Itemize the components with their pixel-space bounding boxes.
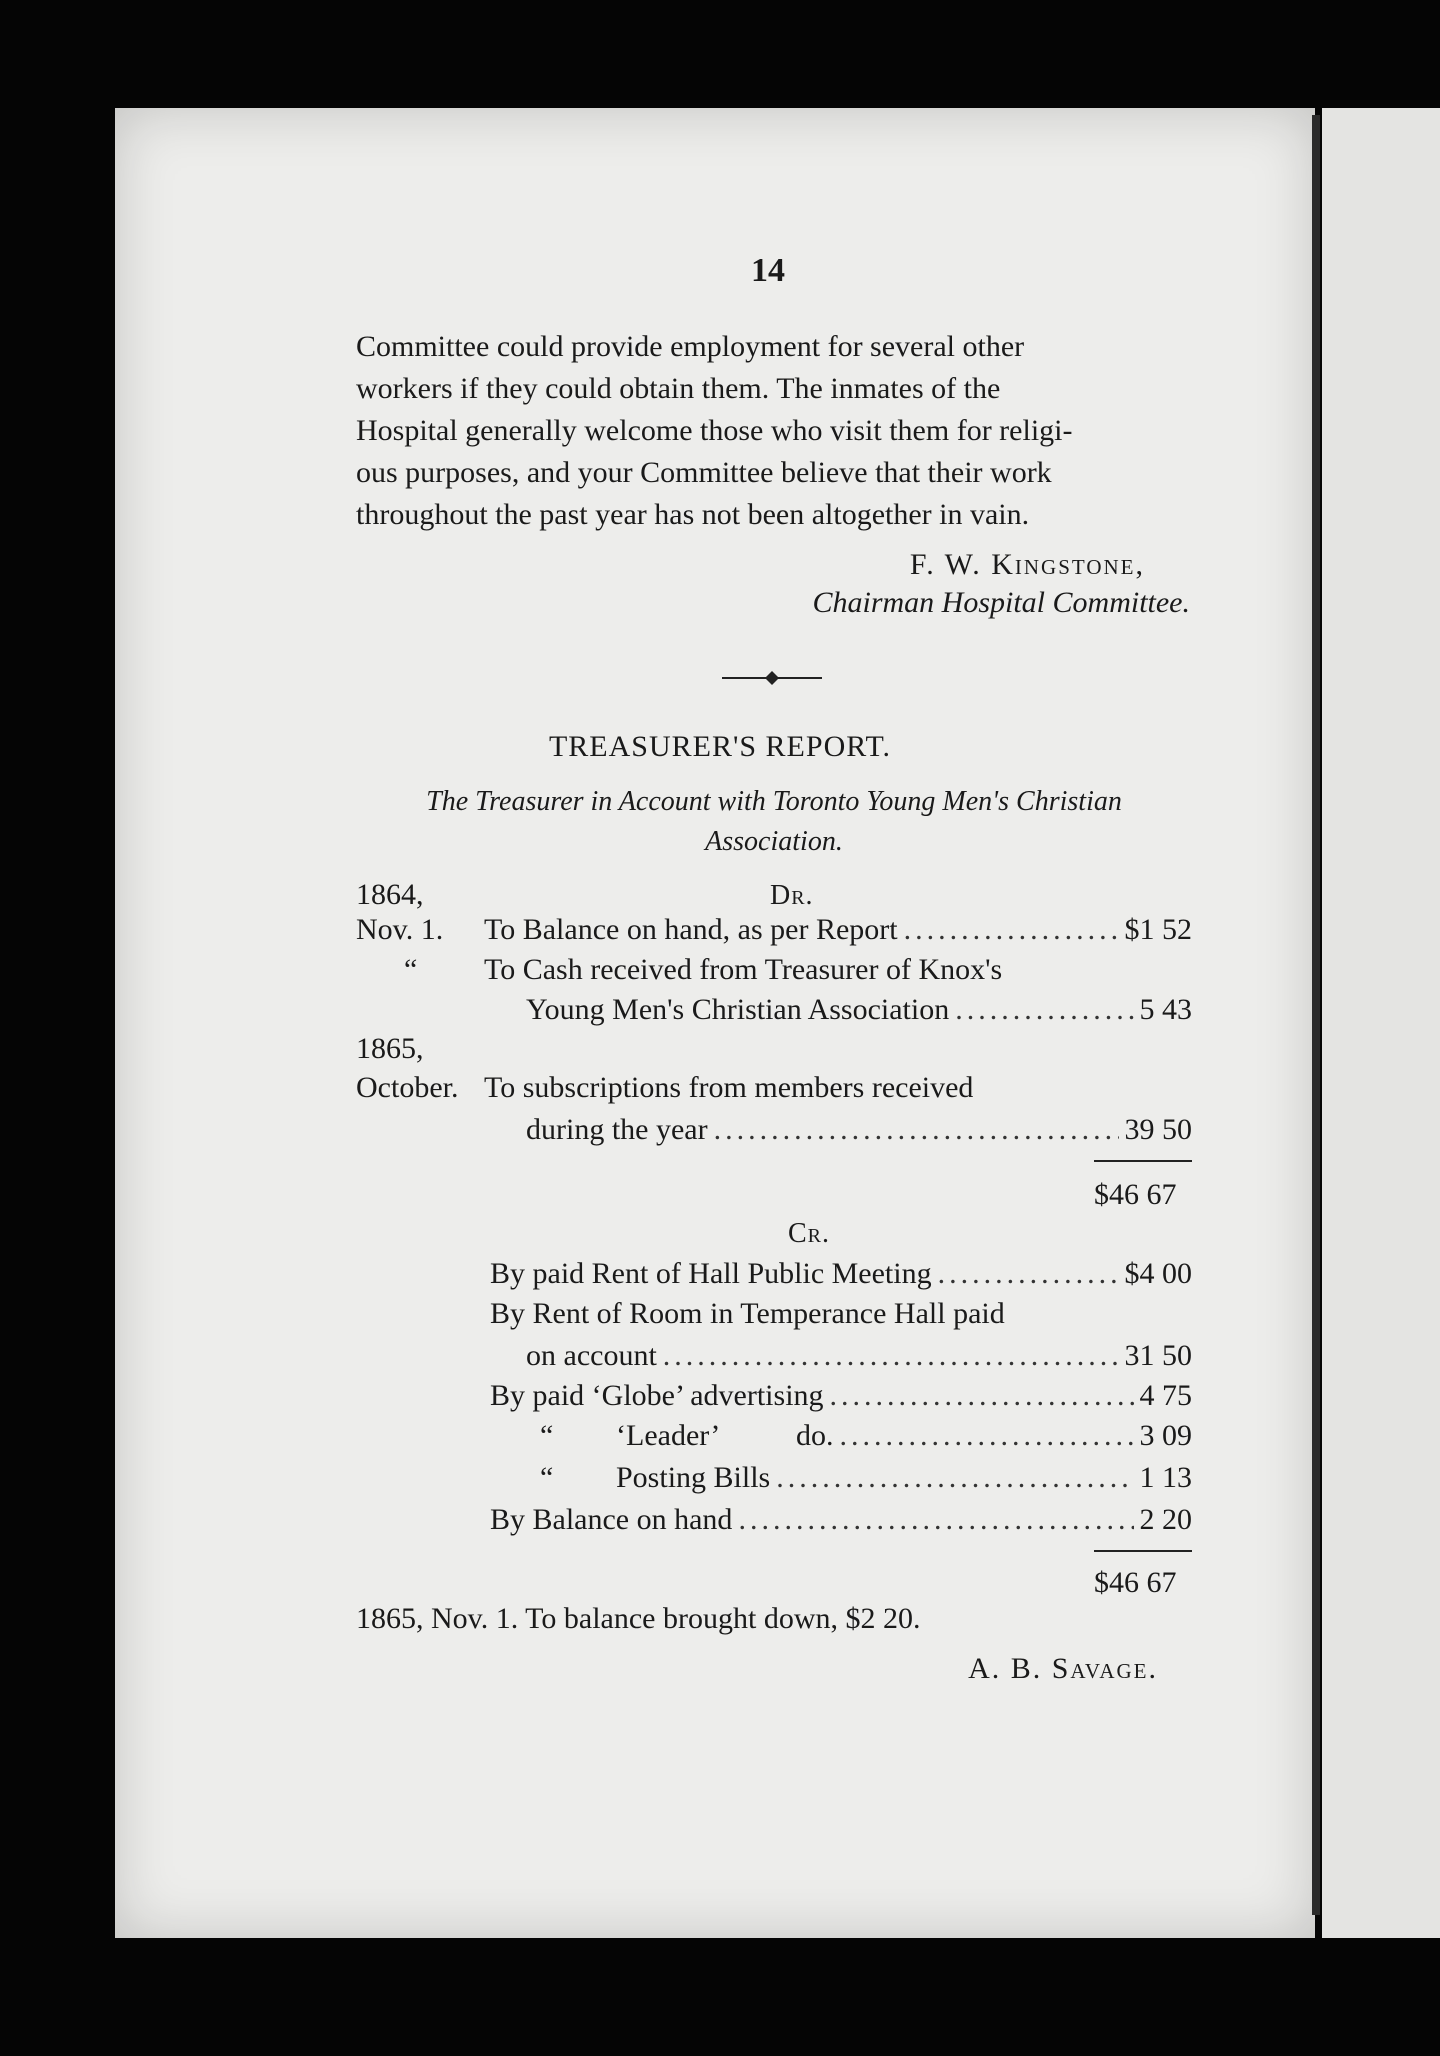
entry-amount: 31 50 (1124, 1339, 1192, 1372)
entry-amount: $4 00 (1124, 1257, 1192, 1290)
ledger-row (540, 1416, 1192, 1456)
entry-date: Nov. 1. (356, 913, 444, 946)
entry-date: October. (356, 1071, 459, 1104)
page-number: 14 (751, 252, 785, 289)
subheading-line: The Treasurer in Account with Toronto Young Men's Christian (426, 786, 1122, 817)
subheading-line: Association. (705, 826, 843, 857)
paragraph-line: Hospital generally welcome those who visit them for religi- (356, 414, 1073, 447)
paragraph-line: Committee could provide employment for several other (356, 330, 1025, 363)
entry-description: By paid ‘Globe’ advertising (490, 1379, 824, 1412)
entry-amount: 39 50 (1124, 1113, 1192, 1146)
signature-name: F. W. Kingstone, (909, 548, 1145, 581)
debit-total: $46 67 (1094, 1178, 1177, 1211)
entry-description: By Balance on hand (490, 1503, 733, 1536)
ledger-row (526, 1110, 1192, 1150)
ditto-mark: “ (540, 1461, 554, 1494)
ledger-row (540, 1458, 1192, 1498)
entry-description: during the year (526, 1113, 708, 1146)
entry-description: By paid Rent of Hall Public Meeting (490, 1257, 932, 1290)
treasurer-signature: A. B. Savage. (968, 1652, 1158, 1685)
report-subheading (356, 782, 1192, 862)
credit-label: Cr. (788, 1218, 831, 1249)
report-heading: TREASURER'S REPORT. (548, 730, 892, 763)
entry-amount: 3 09 (1139, 1419, 1192, 1452)
entry-description: ‘Leader’ (616, 1419, 721, 1452)
ledger-row (356, 910, 1192, 950)
entry-description: on account (526, 1339, 657, 1372)
entry-amount: 1 13 (1139, 1461, 1192, 1494)
signature-title: Chairman Hospital Committee. (812, 586, 1190, 619)
year-label: 1864, (356, 878, 424, 911)
ledger-row (490, 1376, 1192, 1416)
entry-amount: 2 20 (1139, 1503, 1192, 1536)
debit-label: Dr. (770, 880, 814, 911)
section-divider-ornament (722, 668, 822, 688)
entry-description: By Rent of Room in Temperance Hall paid (490, 1297, 1005, 1330)
paragraph-line: throughout the past year has not been altogether in vain. (356, 498, 1030, 531)
year-label: 1865, (356, 1032, 424, 1065)
ditto-do: do. (796, 1419, 834, 1452)
book-spine (1312, 115, 1320, 1915)
ledger-row (490, 1500, 1192, 1540)
adjacent-page-edge (1322, 108, 1440, 1938)
closing-line: 1865, Nov. 1. To balance brought down, $2 20. (356, 1602, 921, 1635)
entry-amount: 4 75 (1139, 1379, 1192, 1412)
entry-description: To Cash received from Treasurer of Knox's (484, 953, 1003, 986)
entry-description: To Balance on hand, as per Report (484, 913, 898, 946)
ledger-row (526, 1336, 1192, 1376)
sum-rule (1094, 1160, 1192, 1162)
entry-description: Young Men's Christian Association (526, 993, 950, 1026)
entry-description: Posting Bills (616, 1461, 771, 1494)
paragraph-line: ous purposes, and your Committee believe that their work (356, 456, 1052, 489)
entry-description: To subscriptions from members received (484, 1071, 974, 1104)
ditto-mark: “ (404, 953, 418, 986)
committee-paragraph (356, 326, 1188, 536)
entry-amount: 5 43 (1139, 993, 1192, 1026)
entry-amount: $1 52 (1124, 913, 1192, 946)
sum-rule (1094, 1550, 1192, 1552)
credit-total: $46 67 (1094, 1566, 1177, 1599)
ditto-mark: “ (540, 1419, 554, 1452)
ledger-row (490, 1254, 1192, 1294)
paragraph-line: workers if they could obtain them. The inmates of the (356, 372, 1001, 405)
ledger-row (526, 990, 1192, 1030)
